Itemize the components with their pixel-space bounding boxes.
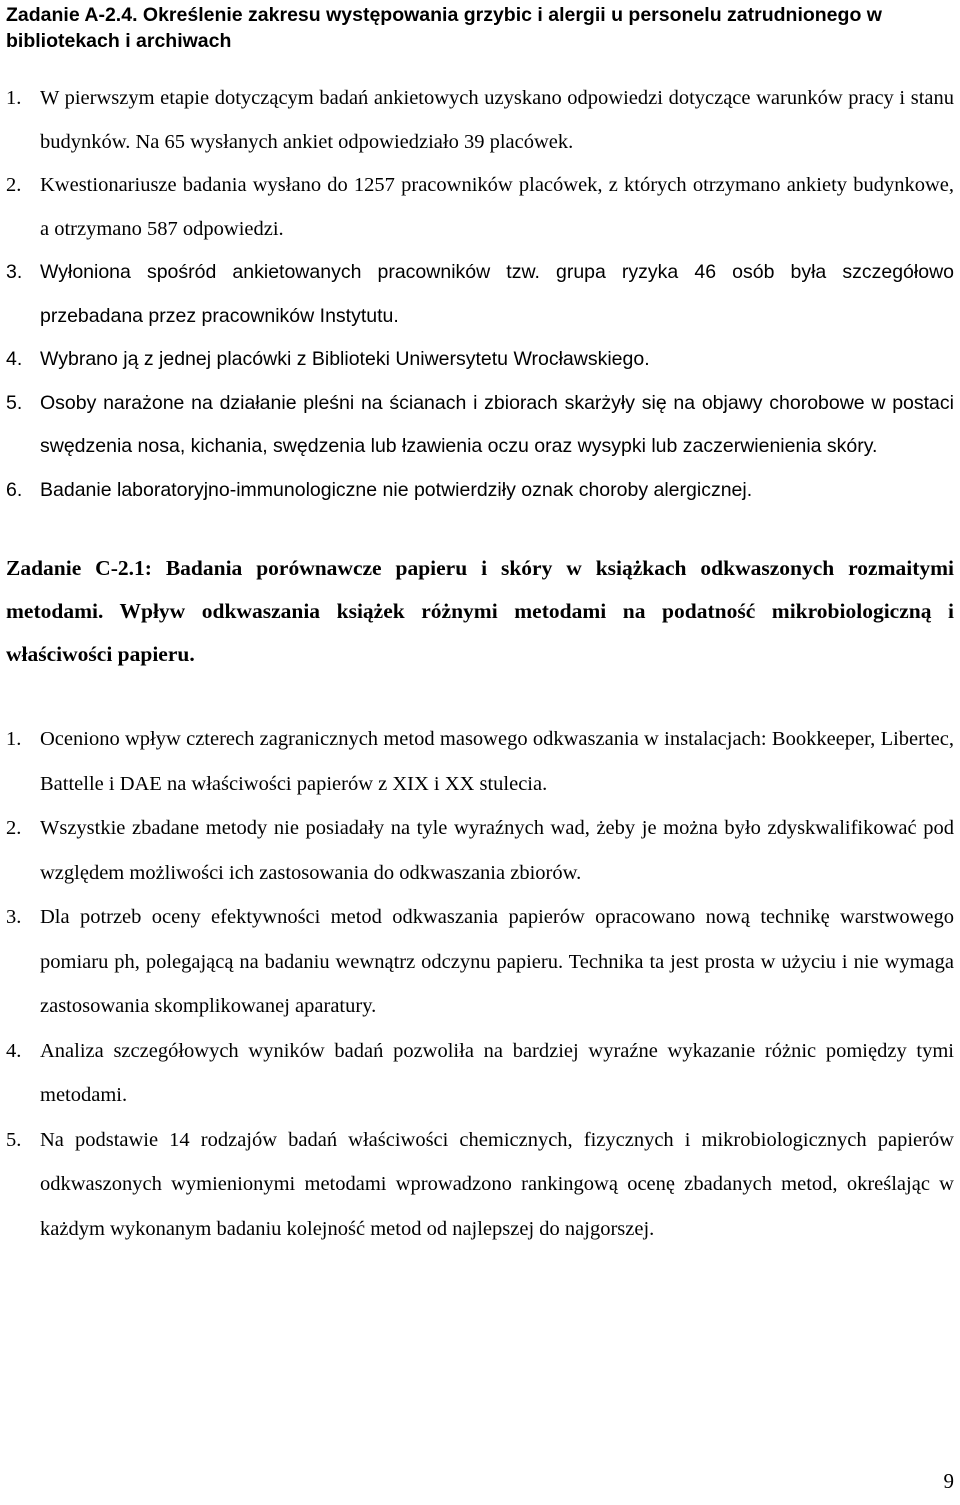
item-text: Dla potrzeb oceny efektywności metod odkwaszania papierów opracowano nową technikę warstwowego pomiaru ph, polegającą na badaniu wewnątrz odczynu papieru. Technika ta jest prosta w użyciu i nie wymaga zastosowania skomplikowanej aparatury. xyxy=(40,906,954,1017)
item-number: 3. xyxy=(6,906,22,928)
section2 xyxy=(6,547,954,1251)
item-text: Analiza szczegółowych wyników badań pozwoliła na bardziej wyraźne wykazanie różnic pomiędzy tymi metodami. xyxy=(40,1039,954,1106)
page-number: 9 xyxy=(943,1469,954,1493)
page-content xyxy=(6,0,954,1251)
section2-list xyxy=(6,717,954,1251)
list-item xyxy=(6,251,954,338)
item-number: 4. xyxy=(6,1039,22,1062)
list-item xyxy=(6,717,954,806)
item-text: Kwestionariusze badania wysłano do 1257 pracowników placówek, z których otrzymano ankiety budynkowe, a otrzymano 587 odpowiedzi. xyxy=(40,174,954,240)
item-text: Wyłoniona spośród ankietowanych pracowników tzw. grupa ryzyka 46 osób była szczegółowo przebadana przez pracowników Instytutu. xyxy=(40,261,954,327)
item-number: 3. xyxy=(6,261,23,283)
item-text: Oceniono wpływ czterech zagranicznych metod masowego odkwaszania w instalacjach: Bookkeeper, Libertec, Battelle i DAE na właściwości papierów z XIX i XX stulecia. xyxy=(40,728,954,795)
section2-title: Zadanie C-2.1: Badania porównawcze papieru i skóry w książkach odkwaszonych rozmaitymi metodami. Wpływ odkwaszania książek różnymi metodami na podatność mikrobiologiczną i właściwości papieru. xyxy=(6,556,954,666)
item-text: Osoby narażone na działanie pleśni na ścianach i zbiorach skarżyły się na objawy chorobowe w postaci swędzenia nosa, kichania, swędzenia lub łzawienia oczu oraz wysypki lub zaczerwienienia skóry. xyxy=(40,391,954,457)
list-item xyxy=(6,1029,954,1118)
item-number: 6. xyxy=(6,478,23,501)
item-text: W pierwszym etapie dotyczącym badań ankietowych uzyskano odpowiedzi dotyczące warunków pracy i stanu budynków. Na 65 wysłanych ankiet odpowiedziało 39 placówek. xyxy=(40,87,954,153)
item-number: 2. xyxy=(6,817,22,839)
item-text: Na podstawie 14 rodzajów badań właściwości chemicznych, fizycznych i mikrobiologicznych papierów odkwaszonych wymienionymi metodami wprowadzono rankingową ocenę zbadanych metod, określając w każdym wykonanym badaniu kolejność metod od najlepszej do najgorszej. xyxy=(40,1128,954,1240)
item-number: 5. xyxy=(6,1128,22,1151)
item-text: Wybrano ją z jednej placówki z Biblioteki Uniwersytetu Wrocławskiego. xyxy=(40,348,650,370)
list-item xyxy=(6,77,954,164)
item-number: 5. xyxy=(6,391,23,414)
section1-list xyxy=(6,77,954,512)
item-number: 4. xyxy=(6,348,23,370)
item-number: 1. xyxy=(6,87,22,109)
item-text: Badanie laboratoryjno-immunologiczne nie potwierdziły oznak choroby alergicznej. xyxy=(40,478,753,501)
list-item xyxy=(6,164,954,251)
list-item xyxy=(6,382,954,469)
list-item xyxy=(6,1118,954,1252)
list-item xyxy=(6,895,954,1029)
item-number: 1. xyxy=(6,728,22,750)
item-text: Wszystkie zbadane metody nie posiadały na tyle wyraźnych wad, żeby je można było zdyskwalifikować pod względem możliwości ich zastosowania do odkwaszania zbiorów. xyxy=(40,817,954,884)
section1-title: Zadanie A-2.4. Określenie zakresu występowania grzybic i alergii u personelu zatrudnionego w bibliotekach i archiwach xyxy=(6,4,882,52)
item-number: 2. xyxy=(6,174,22,196)
list-item xyxy=(6,806,954,895)
list-item xyxy=(6,338,954,382)
list-item xyxy=(6,469,954,513)
